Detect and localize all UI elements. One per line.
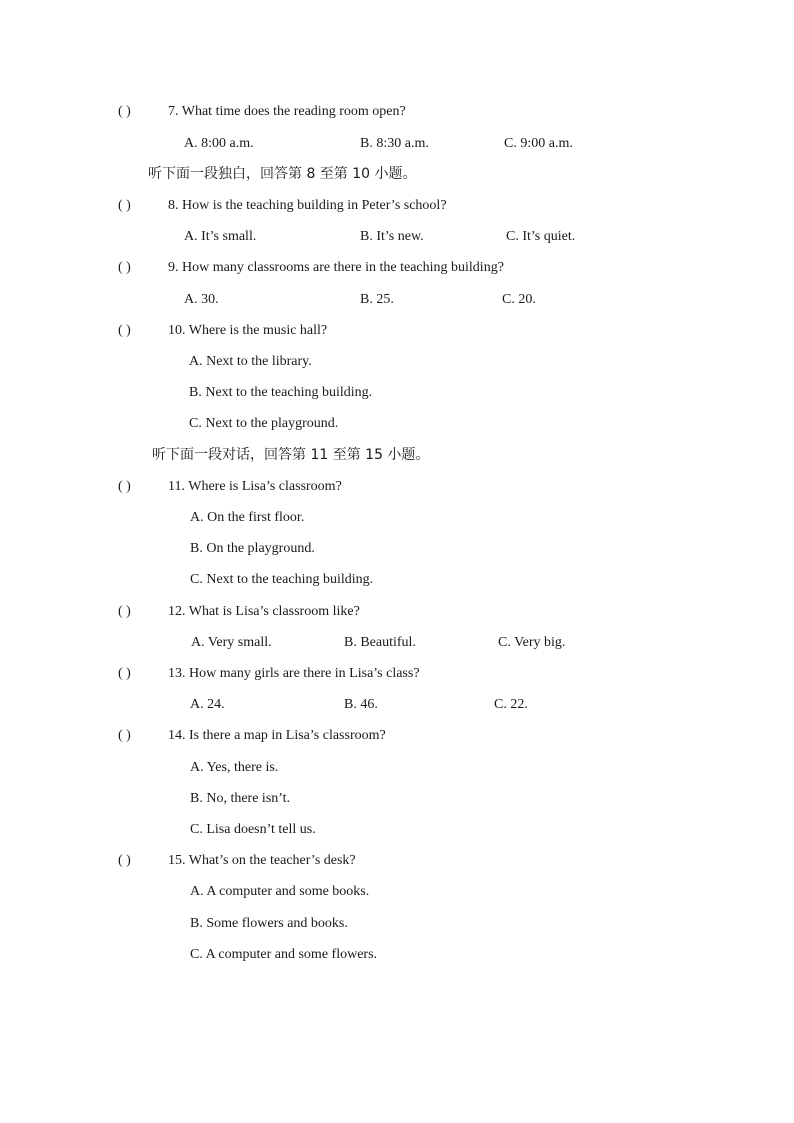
question-stem: 11. Where is Lisa’s classroom? xyxy=(168,479,342,494)
option-b[interactable]: B. Some flowers and books. xyxy=(190,916,348,931)
option-c[interactable]: C. 9:00 a.m. xyxy=(504,136,573,151)
option-b[interactable]: B. It’s new. xyxy=(360,229,424,244)
option-c[interactable]: C. A computer and some flowers. xyxy=(190,947,378,962)
question-stem: 7. What time does the reading room open? xyxy=(168,104,406,119)
answer-blank[interactable]: ( ) xyxy=(118,323,131,338)
option-b[interactable]: B. Next to the teaching building. xyxy=(189,385,373,400)
option-a[interactable]: A. A computer and some books. xyxy=(190,884,370,899)
option-a[interactable]: A. 8:00 a.m. xyxy=(184,136,254,151)
option-b[interactable]: B. On the playground. xyxy=(190,541,315,556)
option-b[interactable]: B. 25. xyxy=(360,292,394,307)
question-stem: 9. How many classrooms are there in the teaching building? xyxy=(168,260,504,275)
question-stem: 15. What’s on the teacher’s desk? xyxy=(168,853,356,868)
option-a[interactable]: A. Very small. xyxy=(191,635,272,650)
option-b[interactable]: B. Beautiful. xyxy=(344,635,416,650)
option-a[interactable]: A. 30. xyxy=(184,292,219,307)
option-c[interactable]: C. Next to the playground. xyxy=(189,416,339,431)
answer-blank[interactable]: ( ) xyxy=(118,479,131,494)
option-a[interactable]: A. Yes, there is. xyxy=(190,760,279,775)
answer-blank[interactable]: ( ) xyxy=(118,260,131,275)
option-a[interactable]: A. 24. xyxy=(190,697,225,712)
question-stem: 10. Where is the music hall? xyxy=(168,323,328,338)
option-a[interactable]: A. On the first floor. xyxy=(190,510,305,525)
question-stem: 14. Is there a map in Lisa’s classroom? xyxy=(168,728,386,743)
answer-blank[interactable]: ( ) xyxy=(118,104,131,119)
answer-blank[interactable]: ( ) xyxy=(118,728,131,743)
answer-blank[interactable]: ( ) xyxy=(118,666,131,681)
answer-blank[interactable]: ( ) xyxy=(118,604,131,619)
option-a[interactable]: A. Next to the library. xyxy=(189,354,312,369)
option-b[interactable]: B. 8:30 a.m. xyxy=(360,136,429,151)
answer-blank[interactable]: ( ) xyxy=(118,853,131,868)
option-c[interactable]: C. Very big. xyxy=(498,635,566,650)
option-a[interactable]: A. It’s small. xyxy=(184,229,257,244)
option-c[interactable]: C. Lisa doesn’t tell us. xyxy=(190,822,316,837)
question-stem: 12. What is Lisa’s classroom like? xyxy=(168,604,360,619)
option-c[interactable]: C. 20. xyxy=(502,292,536,307)
section-instruction: 听下面一段对话，回答第 11 至第 15 小题。 xyxy=(152,447,430,463)
answer-blank[interactable]: ( ) xyxy=(118,198,131,213)
option-b[interactable]: B. 46. xyxy=(344,697,378,712)
section-instruction: 听下面一段独白，回答第 8 至第 10 小题。 xyxy=(148,166,417,182)
option-c[interactable]: C. Next to the teaching building. xyxy=(190,572,374,587)
option-c[interactable]: C. It’s quiet. xyxy=(506,229,576,244)
option-b[interactable]: B. No, there isn’t. xyxy=(190,791,291,806)
question-stem: 13. How many girls are there in Lisa’s class? xyxy=(168,666,420,681)
option-c[interactable]: C. 22. xyxy=(494,697,528,712)
question-stem: 8. How is the teaching building in Peter’s school? xyxy=(168,198,447,213)
